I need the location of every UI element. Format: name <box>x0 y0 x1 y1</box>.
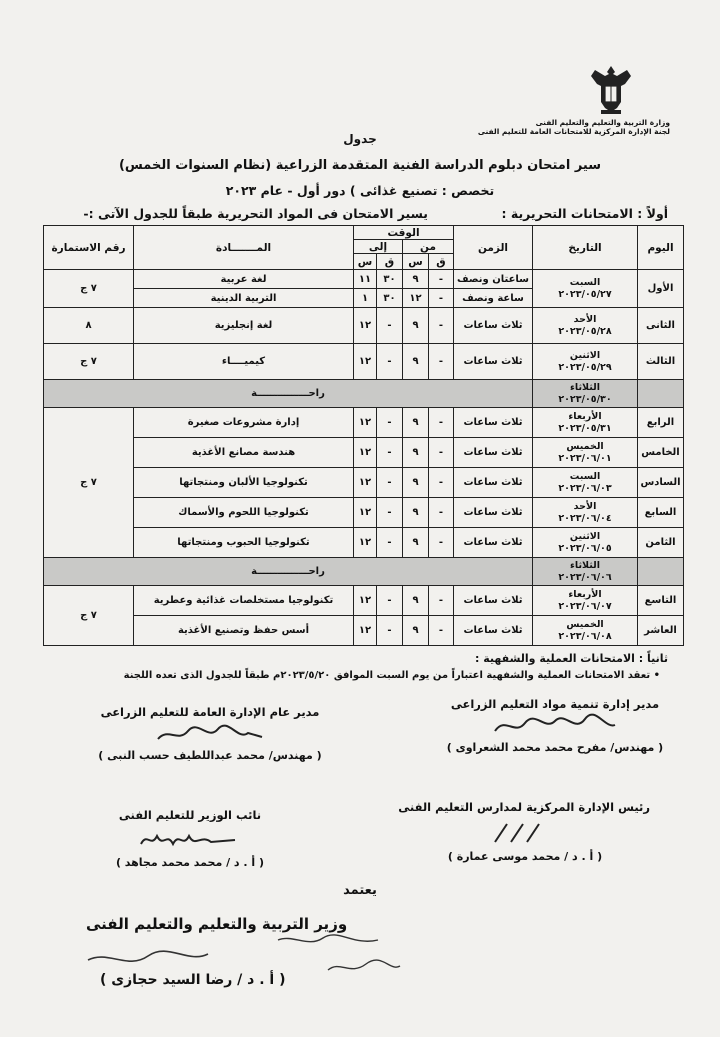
date: ٢٠٢٣/٠٦/٠٧ <box>558 600 612 612</box>
form-cell: ٧ ج <box>44 586 134 646</box>
to-s: ١٢ <box>354 344 377 380</box>
weekday: الخميس <box>566 440 604 452</box>
date-cell <box>533 308 638 344</box>
subject-cell: كيميــــاء <box>134 344 354 380</box>
from-q: - <box>429 289 454 308</box>
practical-exams-note-text: تعقد الامتحانات العملية والشفهية اعتباراً من يوم السبت الموافق ٢٠٢٣/٥/٢٠م طبقاً للجدول الذى تعده اللجنة <box>123 670 651 681</box>
from-s: ٩ <box>403 468 429 498</box>
section-2-label: ثانياً : الامتحانات العملية والشفهية : <box>475 652 668 665</box>
to-s: ١٢ <box>354 308 377 344</box>
header-from-s: س <box>403 254 429 270</box>
signature-title: مدير إدارة تنمية مواد التعليم الزراعى <box>450 697 660 711</box>
table-row <box>44 498 684 528</box>
table-row <box>44 586 684 616</box>
day-cell: الرابع <box>638 408 684 438</box>
signature-name: ( أ . د / محمد محمد مجاهد ) <box>115 856 265 869</box>
from-q: - <box>429 528 454 558</box>
ministry-logo <box>477 62 670 136</box>
signature-block-4 <box>90 808 290 869</box>
date: ٢٠٢٣/٠٥/٢٧ <box>558 288 612 300</box>
document-subtitle: تخصص : تصنيع غذائى ) دور أول - عام ٢٠٢٣ <box>225 183 495 198</box>
weekday: الاثنين <box>569 530 601 542</box>
table-word: جدول <box>343 132 377 146</box>
subject-cell: تكنولوجيا الحبوب ومنتجاتها <box>134 528 354 558</box>
document-title: سير امتحان دبلوم الدراسة الفنية المتقدمة الزراعية (نظام السنوات الخمس) <box>118 158 602 173</box>
from-q: - <box>429 438 454 468</box>
from-s: ٩ <box>403 344 429 380</box>
approval-word: يعتمد <box>343 883 377 898</box>
duration-cell: ثلاث ساعات <box>454 498 533 528</box>
signature-title: نائب الوزير للتعليم الفنى <box>118 808 262 822</box>
to-s: ١٢ <box>354 468 377 498</box>
table-row <box>44 438 684 468</box>
to-q: - <box>377 616 403 646</box>
from-s: ٩ <box>403 528 429 558</box>
date: ٢٠٢٣/٠٦/٠٥ <box>558 542 612 554</box>
duration-cell: ثلاث ساعات <box>454 438 533 468</box>
duration-cell: ساعتان ونصف <box>454 270 533 289</box>
table-row <box>44 308 684 344</box>
date-cell <box>533 558 638 586</box>
header-subject: المـــــــادة <box>134 226 354 270</box>
to-q: - <box>377 498 403 528</box>
to-s: ١٢ <box>354 528 377 558</box>
from-s: ٩ <box>403 408 429 438</box>
weekday: الأحد <box>573 313 597 325</box>
duration-cell: ثلاث ساعات <box>454 616 533 646</box>
signature-name: ( مهندس/ مفرح محمد محمد الشعراوى ) <box>446 741 664 754</box>
rest-label: راحـــــــــــــــة <box>44 558 533 586</box>
day-cell: الخامس <box>638 438 684 468</box>
weekday: الثلاثاء <box>570 381 600 393</box>
duration-cell: ثلاث ساعات <box>454 586 533 616</box>
subject-cell: تكنولوجيا اللحوم والأسماك <box>134 498 354 528</box>
from-s: ٩ <box>403 438 429 468</box>
from-q: - <box>429 408 454 438</box>
from-q: - <box>429 344 454 380</box>
rest-label: راحـــــــــــــــة <box>44 380 533 408</box>
handwritten-signature-icon <box>485 818 565 846</box>
to-s: ١٢ <box>354 498 377 528</box>
rest-row <box>44 380 684 408</box>
subject-cell: لغة إنجليزية <box>134 308 354 344</box>
subject-cell: أسس حفظ وتصنيع الأغذية <box>134 616 354 646</box>
table-row <box>44 468 684 498</box>
form-cell: ٧ ج <box>44 344 134 380</box>
eagle-emblem-icon <box>587 62 635 116</box>
to-q: ٣٠ <box>377 289 403 308</box>
to-s: ١ <box>354 289 377 308</box>
weekday: الأربعاء <box>568 588 602 600</box>
form-cell: ٧ ج <box>44 408 134 558</box>
duration-cell: ثلاث ساعات <box>454 528 533 558</box>
section-1-text: يسير الامتحان فى المواد التحريرية طبقاً للجدول الآتى :- <box>83 206 428 221</box>
to-q: - <box>377 528 403 558</box>
date: ٢٠٢٣/٠٦/٠٦ <box>558 571 612 583</box>
signature-block-1 <box>430 697 680 754</box>
header-form-number: رقم الاستمارة <box>44 226 134 270</box>
weekday: الاثنين <box>569 349 601 361</box>
rest-empty-cell <box>638 558 684 586</box>
duration-cell: ساعة ونصف <box>454 289 533 308</box>
from-q: - <box>429 270 454 289</box>
date-cell <box>533 270 638 308</box>
subject-cell: تكنولوجيا الألبان ومنتجاتها <box>134 468 354 498</box>
from-s: ٩ <box>403 498 429 528</box>
subject-cell: تكنولوجيا مستخلصات غذائية وعطرية <box>134 586 354 616</box>
day-cell: التاسع <box>638 586 684 616</box>
date-cell <box>533 468 638 498</box>
date: ٢٠٢٣/٠٦/٠٤ <box>558 512 612 524</box>
rest-row <box>44 558 684 586</box>
header-day: اليوم <box>638 226 684 270</box>
to-s: ١١ <box>354 270 377 289</box>
day-cell: السادس <box>638 468 684 498</box>
from-q: - <box>429 308 454 344</box>
from-q: - <box>429 586 454 616</box>
weekday: السبت <box>569 276 601 288</box>
header-duration: الزمن <box>454 226 533 270</box>
logo-line-2: لجنة الإدارة المركزية للامتحانات العامة للتعليم الفنى <box>477 127 670 136</box>
day-cell: الثالث <box>638 344 684 380</box>
table-row <box>44 270 684 289</box>
practical-exams-note <box>124 670 660 681</box>
handwritten-signature-icon <box>485 711 625 741</box>
handwritten-signature-icon <box>135 826 245 852</box>
to-q: - <box>377 586 403 616</box>
date-cell <box>533 344 638 380</box>
from-q: - <box>429 616 454 646</box>
handwritten-signature-icon <box>150 721 270 747</box>
day-cell: الثانى <box>638 308 684 344</box>
date-cell <box>533 616 638 646</box>
date: ٢٠٢٣/٠٥/٣١ <box>558 422 612 434</box>
to-q: - <box>377 408 403 438</box>
header-date: التاريخ <box>533 226 638 270</box>
from-s: ٩ <box>403 616 429 646</box>
date: ٢٠٢٣/٠٦/٠١ <box>558 452 612 464</box>
subject-cell: إدارة مشروعات صغيرة <box>134 408 354 438</box>
weekday: الأربعاء <box>568 410 602 422</box>
header-from-q: ق <box>429 254 454 270</box>
date-cell <box>533 528 638 558</box>
table-row <box>44 528 684 558</box>
to-s: ١٢ <box>354 616 377 646</box>
day-cell: الثامن <box>638 528 684 558</box>
date: ٢٠٢٣/٠٥/٢٨ <box>558 325 612 337</box>
from-s: ٩ <box>403 586 429 616</box>
signature-title: مدير عام الإدارة العامة للتعليم الزراعى <box>100 705 320 719</box>
minister-title: وزير التربية والتعليم والتعليم الفنى <box>86 915 348 933</box>
duration-cell: ثلاث ساعات <box>454 344 533 380</box>
to-s: ١٢ <box>354 408 377 438</box>
logo-line-1: وزارة التربية والتعليم والتعليم الفنى <box>535 118 670 127</box>
signature-title: رئيس الإدارة المركزية لمدارس التعليم الفنى <box>398 800 650 814</box>
date-cell <box>533 498 638 528</box>
header-time: الوقت <box>354 226 454 240</box>
minister-name: ( أ . د / رضا السيد حجازى ) <box>100 972 286 988</box>
form-cell: ٨ <box>44 308 134 344</box>
section-1-label: أولاً : الامتحانات التحريرية : <box>501 206 668 221</box>
form-cell: ٧ ج <box>44 270 134 308</box>
signature-block-3 <box>400 800 650 863</box>
day-cell: السابع <box>638 498 684 528</box>
to-q: - <box>377 468 403 498</box>
table-row <box>44 408 684 438</box>
date: ٢٠٢٣/٠٦/٠٨ <box>558 630 612 642</box>
weekday: الخميس <box>566 618 604 630</box>
signature-name: ( مهندس/ محمد عبداللطيف حسب النبى ) <box>98 749 322 762</box>
to-s: ١٢ <box>354 586 377 616</box>
duration-cell: ثلاث ساعات <box>454 308 533 344</box>
table-row <box>44 616 684 646</box>
header-to: إلى <box>354 240 403 254</box>
from-s: ٩ <box>403 308 429 344</box>
date: ٢٠٢٣/٠٥/٢٩ <box>558 361 612 373</box>
table-row <box>44 344 684 380</box>
rest-empty-cell <box>638 380 684 408</box>
to-q: - <box>377 344 403 380</box>
duration-cell: ثلاث ساعات <box>454 408 533 438</box>
date: ٢٠٢٣/٠٦/٠٣ <box>558 482 612 494</box>
header-to-s: س <box>354 254 377 270</box>
header-from: من <box>403 240 454 254</box>
date-cell <box>533 438 638 468</box>
from-q: - <box>429 498 454 528</box>
from-s: ١٢ <box>403 289 429 308</box>
weekday: السبت <box>569 470 601 482</box>
exam-schedule-table <box>43 225 684 646</box>
date-cell <box>533 586 638 616</box>
duration-cell: ثلاث ساعات <box>454 468 533 498</box>
subject-cell: هندسة مصانع الأغذية <box>134 438 354 468</box>
to-s: ١٢ <box>354 438 377 468</box>
weekday: الثلاثاء <box>570 559 600 571</box>
signature-name: ( أ . د / محمد موسى عمارة ) <box>447 850 603 863</box>
day-cell: العاشر <box>638 616 684 646</box>
day-cell: الأول <box>638 270 684 308</box>
weekday: الأحد <box>573 500 597 512</box>
from-q: - <box>429 468 454 498</box>
subject-cell: لغة عربية <box>134 270 354 289</box>
date-cell <box>533 380 638 408</box>
signature-block-2 <box>70 705 350 762</box>
bullet-icon: • <box>650 670 660 681</box>
header-to-q: ق <box>377 254 403 270</box>
to-q: - <box>377 308 403 344</box>
date-cell <box>533 408 638 438</box>
to-q: - <box>377 438 403 468</box>
to-q: ٣٠ <box>377 270 403 289</box>
subject-cell: التربية الدينية <box>134 289 354 308</box>
date: ٢٠٢٣/٠٥/٣٠ <box>558 393 612 405</box>
from-s: ٩ <box>403 270 429 289</box>
